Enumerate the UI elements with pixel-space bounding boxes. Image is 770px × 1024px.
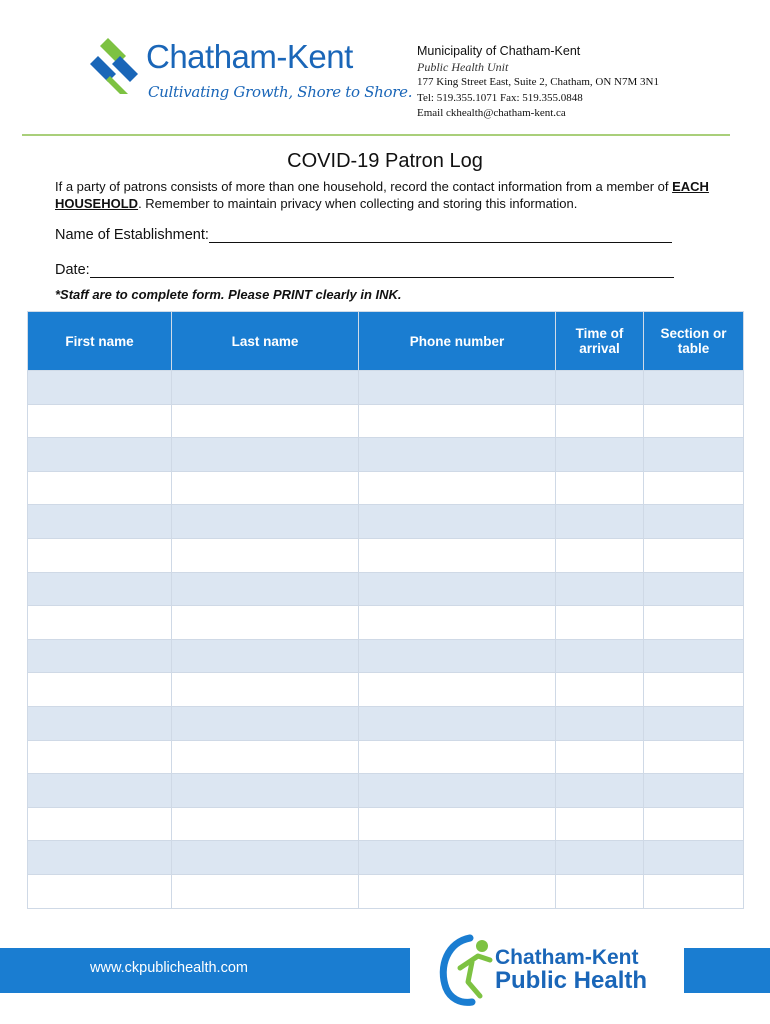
intro-before: If a party of patrons consists of more than one household, record the contact information from a member of — [55, 179, 673, 194]
last-name-cell[interactable] — [172, 774, 359, 808]
table-row — [28, 807, 744, 841]
table-row — [28, 774, 744, 808]
establishment-field — [55, 227, 672, 243]
section-or-table-cell[interactable] — [644, 639, 744, 673]
section-or-table-cell[interactable] — [644, 841, 744, 875]
section-or-table-cell[interactable] — [644, 471, 744, 505]
org-name: Municipality of Chatham-Kent — [417, 44, 581, 58]
column-header-time-of-arrival: Time of arrival — [556, 312, 644, 371]
first-name-cell[interactable] — [28, 505, 172, 539]
first-name-cell[interactable] — [28, 606, 172, 640]
last-name-cell[interactable] — [172, 505, 359, 539]
column-header-first-name: First name — [28, 312, 172, 371]
column-header-phone-number: Phone number — [359, 312, 556, 371]
table-row — [28, 874, 744, 908]
table-row — [28, 438, 744, 472]
first-name-cell[interactable] — [28, 371, 172, 405]
logo-name: Chatham-Kent — [146, 38, 353, 75]
phone-number-cell[interactable] — [359, 807, 556, 841]
last-name-cell[interactable] — [172, 538, 359, 572]
section-or-table-cell[interactable] — [644, 572, 744, 606]
time-of-arrival-cell[interactable] — [556, 438, 644, 472]
last-name-cell[interactable] — [172, 807, 359, 841]
time-of-arrival-cell[interactable] — [556, 740, 644, 774]
phone-number-cell[interactable] — [359, 538, 556, 572]
first-name-cell[interactable] — [28, 639, 172, 673]
date-label: Date: — [55, 262, 90, 278]
table-header-row — [28, 312, 744, 371]
phone-fax: Tel: 519.355.1071 Fax: 519.355.0848 — [417, 91, 583, 104]
last-name-cell[interactable] — [172, 471, 359, 505]
footer-logo-line2: Public Health — [495, 967, 648, 994]
time-of-arrival-cell[interactable] — [556, 639, 644, 673]
table-row — [28, 740, 744, 774]
section-or-table-cell[interactable] — [644, 673, 744, 707]
last-name-cell[interactable] — [172, 639, 359, 673]
intro-after: . Remember to maintain privacy when collecting and storing this information. — [138, 196, 578, 211]
establishment-label: Name of Establishment: — [55, 227, 209, 243]
staff-note: *Staff are to complete form. Please PRINT clearly in INK. — [55, 287, 402, 302]
last-name-cell[interactable] — [172, 673, 359, 707]
first-name-cell[interactable] — [28, 807, 172, 841]
email: Email ckhealth@chatham-kent.ca — [417, 107, 566, 119]
first-name-cell[interactable] — [28, 572, 172, 606]
phone-number-cell[interactable] — [359, 572, 556, 606]
table-row — [28, 673, 744, 707]
phone-number-cell[interactable] — [359, 706, 556, 740]
phone-number-cell[interactable] — [359, 505, 556, 539]
time-of-arrival-cell[interactable] — [556, 706, 644, 740]
last-name-cell[interactable] — [172, 404, 359, 438]
first-name-cell[interactable] — [28, 404, 172, 438]
first-name-cell[interactable] — [28, 874, 172, 908]
last-name-cell[interactable] — [172, 572, 359, 606]
phone-number-cell[interactable] — [359, 471, 556, 505]
section-or-table-cell[interactable] — [644, 740, 744, 774]
date-field — [55, 262, 674, 278]
last-name-cell[interactable] — [172, 740, 359, 774]
intro-each: EACH — [672, 179, 709, 194]
table-row — [28, 371, 744, 405]
section-or-table-cell[interactable] — [644, 807, 744, 841]
table-row — [28, 639, 744, 673]
last-name-cell[interactable] — [172, 874, 359, 908]
section-or-table-cell[interactable] — [644, 371, 744, 405]
time-of-arrival-cell[interactable] — [556, 807, 644, 841]
first-name-cell[interactable] — [28, 706, 172, 740]
table-row — [28, 841, 744, 875]
phone-number-cell[interactable] — [359, 740, 556, 774]
public-health-logo — [432, 932, 682, 1007]
intro-household: HOUSEHOLD — [55, 196, 139, 211]
phone-number-cell[interactable] — [359, 404, 556, 438]
section-or-table-cell[interactable] — [644, 505, 744, 539]
phone-number-cell[interactable] — [359, 606, 556, 640]
first-name-cell[interactable] — [28, 471, 172, 505]
column-header-section-or-table: Section or table — [644, 312, 744, 371]
column-header-last-name: Last name — [172, 312, 359, 371]
section-or-table-cell[interactable] — [644, 774, 744, 808]
phone-number-cell[interactable] — [359, 438, 556, 472]
first-name-cell[interactable] — [28, 841, 172, 875]
section-or-table-cell[interactable] — [644, 538, 744, 572]
establishment-input-line[interactable] — [209, 228, 672, 243]
date-input-line[interactable] — [90, 263, 674, 278]
intro-text — [55, 178, 735, 212]
last-name-cell[interactable] — [172, 371, 359, 405]
footer-bar-right — [684, 948, 770, 993]
chatham-kent-diamond-icon — [88, 36, 146, 94]
time-of-arrival-cell[interactable] — [556, 673, 644, 707]
section-or-table-cell[interactable] — [644, 874, 744, 908]
ck-figure-icon — [432, 932, 496, 1007]
patron-log-table — [27, 311, 744, 909]
table-row — [28, 471, 744, 505]
table-row — [28, 572, 744, 606]
table-row — [28, 606, 744, 640]
time-of-arrival-cell[interactable] — [556, 572, 644, 606]
phone-number-cell[interactable] — [359, 673, 556, 707]
section-or-table-cell[interactable] — [644, 438, 744, 472]
unit-name: Public Health Unit — [417, 59, 509, 74]
first-name-cell[interactable] — [28, 740, 172, 774]
section-or-table-cell[interactable] — [644, 606, 744, 640]
last-name-cell[interactable] — [172, 841, 359, 875]
table-row — [28, 404, 744, 438]
table-body — [28, 371, 744, 909]
footer-url[interactable]: www.ckpublichealth.com — [90, 960, 248, 976]
first-name-cell[interactable] — [28, 774, 172, 808]
time-of-arrival-cell[interactable] — [556, 371, 644, 405]
first-name-cell[interactable] — [28, 673, 172, 707]
first-name-cell[interactable] — [28, 438, 172, 472]
time-of-arrival-cell[interactable] — [556, 505, 644, 539]
last-name-cell[interactable] — [172, 706, 359, 740]
section-or-table-cell[interactable] — [644, 404, 744, 438]
phone-number-cell[interactable] — [359, 841, 556, 875]
time-of-arrival-cell[interactable] — [556, 606, 644, 640]
phone-number-cell[interactable] — [359, 639, 556, 673]
table-row — [28, 505, 744, 539]
phone-number-cell[interactable] — [359, 371, 556, 405]
logo-tagline: Cultivating Growth, Shore to Shore. — [148, 83, 413, 101]
time-of-arrival-cell[interactable] — [556, 841, 644, 875]
table-row — [28, 538, 744, 572]
section-or-table-cell[interactable] — [644, 706, 744, 740]
table-row — [28, 706, 744, 740]
time-of-arrival-cell[interactable] — [556, 774, 644, 808]
contact-block — [417, 44, 659, 122]
first-name-cell[interactable] — [28, 538, 172, 572]
footer-logo-line1: Chatham-Kent — [495, 946, 639, 969]
time-of-arrival-cell[interactable] — [556, 404, 644, 438]
street-address: 177 King Street East, Suite 2, Chatham, ON N7M 3N1 — [417, 76, 659, 88]
phone-number-cell[interactable] — [359, 874, 556, 908]
page-title: COVID-19 Patron Log — [287, 150, 483, 172]
last-name-cell[interactable] — [172, 438, 359, 472]
last-name-cell[interactable] — [172, 606, 359, 640]
time-of-arrival-cell[interactable] — [556, 538, 644, 572]
time-of-arrival-cell[interactable] — [556, 874, 644, 908]
time-of-arrival-cell[interactable] — [556, 471, 644, 505]
phone-number-cell[interactable] — [359, 774, 556, 808]
chatham-kent-logo — [88, 36, 413, 116]
header-divider — [22, 134, 730, 136]
